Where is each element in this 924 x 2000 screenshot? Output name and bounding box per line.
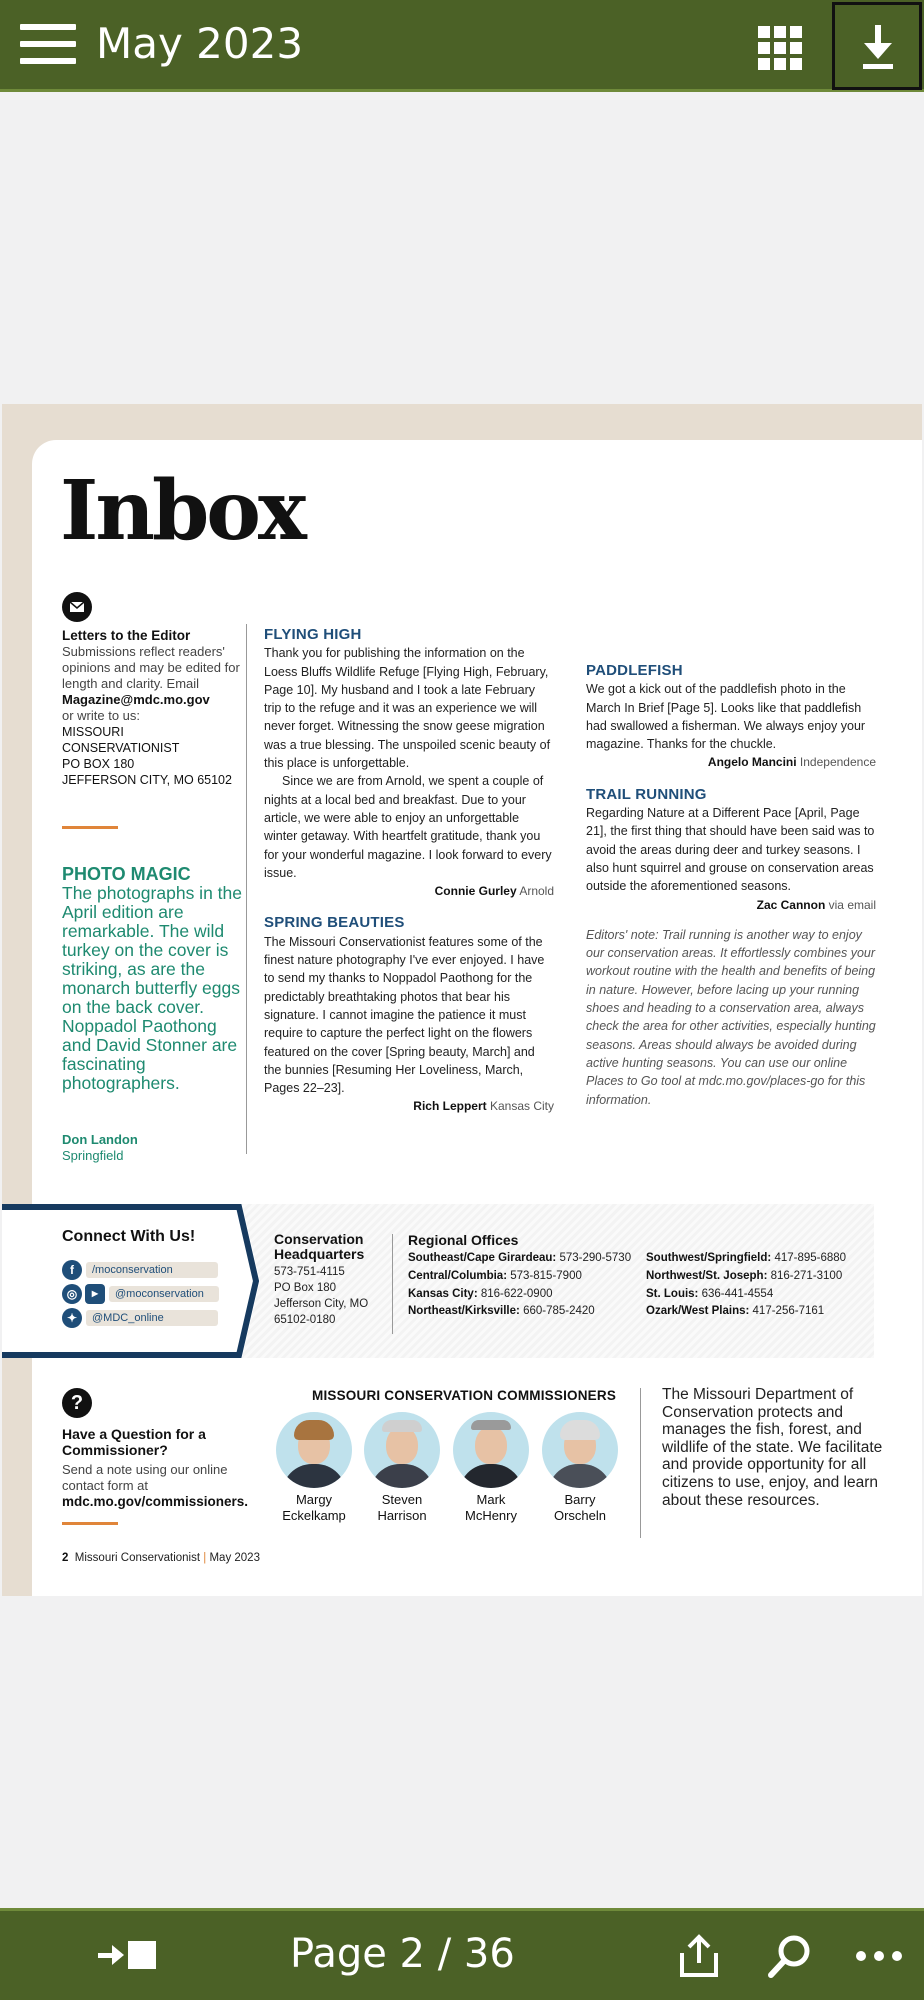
download-icon	[859, 23, 897, 71]
signature-place: Arnold	[519, 884, 554, 899]
office-item: Central/Columbia: 573-815-7900	[408, 1269, 582, 1282]
offices-grid	[408, 1250, 878, 1321]
spring-beauties-heading: SPRING BEAUTIES	[264, 914, 405, 932]
trail-running-signature	[586, 896, 876, 914]
exit-fullscreen-button[interactable]	[96, 1935, 162, 1980]
question-heading: Have a Question for a Commissioner?	[62, 1426, 206, 1458]
twitter-icon: ✦	[62, 1308, 82, 1328]
commissioner-card	[449, 1412, 533, 1524]
page-number: 2	[62, 1552, 69, 1564]
spring-beauties-body: The Missouri Conservationist features some of the finest nature photography I've ever enjoyed. I have to send my thanks to Noppadol Paothong for the predictably breathtaking photos that bear his signature. I cannot imagine the patience it must require to capture the perfect light on the flowers featured on the cover [Spring beauty, March] and the bunnies [Resuming Her Loveliness, March, Pages 22–23].	[264, 934, 545, 1096]
grid-view-icon[interactable]	[758, 26, 802, 70]
photo-magic-body: The photographs in the April edition are remarkable. The wild turkey on the cover is striking, as are the monarch butterfly eggs on the back cover. Noppadol Paothong and David Stonner are fascinating photographers.	[62, 883, 242, 1093]
photo-magic-signature	[62, 1132, 242, 1164]
search-button[interactable]	[766, 1933, 814, 1986]
address-line: MISSOURI	[62, 725, 124, 739]
letters-column-2	[586, 662, 876, 1109]
share-icon	[676, 1933, 722, 1979]
search-icon	[766, 1933, 814, 1981]
divider	[62, 1522, 118, 1525]
paddlefish-heading: PADDLEFISH	[586, 662, 683, 679]
trail-running-body: Regarding Nature at a Different Pace [April, Page 21], the first thing that should have been said was to avoid the areas during deer and turkey seasons. I also hunt squirrel and grouse on conservation areas outside the aforementioned seasons.	[586, 806, 875, 894]
signature-name: Rich Leppert	[413, 1099, 487, 1114]
commissioner-name: Steven Harrison	[377, 1492, 427, 1523]
avatar	[364, 1412, 440, 1488]
facebook-icon: f	[62, 1260, 82, 1280]
signature-place: Kansas City	[489, 1099, 554, 1114]
divider	[62, 826, 118, 829]
commissioner-name: Mark McHenry	[464, 1492, 517, 1523]
address-line: CONSERVATIONIST	[62, 741, 180, 755]
envelope-icon	[62, 592, 92, 622]
signature-name: Angelo Mancini	[707, 755, 797, 770]
question-text: Send a note using our online contact form at	[62, 1462, 228, 1493]
office-item: Southwest/Springfield: 417-895-6880	[646, 1252, 847, 1264]
signature-place: via email	[828, 897, 876, 912]
letters-heading: Letters to the Editor	[62, 628, 191, 643]
column-divider	[640, 1388, 641, 1538]
signature-name: Don Landon	[62, 1132, 138, 1147]
hq-line: Jefferson City, MO	[274, 1298, 369, 1310]
headquarters-heading: Conservation Headquarters	[274, 1231, 365, 1262]
twitter-handle: @MDC_online	[86, 1310, 218, 1326]
office-item: Southeast/Cape Girardeau: 573-290-5730	[408, 1252, 632, 1264]
signature-name: Zac Cannon	[756, 897, 826, 912]
top-toolbar	[0, 0, 924, 92]
commissioner-name: Margy Eckelkamp	[282, 1492, 346, 1523]
youtube-icon: ▶	[85, 1284, 105, 1304]
office-item: Northwest/St. Joseph: 816-271-3100	[646, 1269, 843, 1282]
address-line: JEFFERSON CITY, MO 65102	[62, 773, 232, 787]
commissioners-link[interactable]: mdc.mo.gov/commissioners.	[62, 1494, 249, 1509]
photo-magic-heading: PHOTO MAGIC	[62, 864, 191, 884]
column-divider	[392, 1234, 393, 1334]
facebook-handle: /moconservation	[86, 1262, 218, 1278]
regional-offices-heading: Regional Offices	[408, 1232, 519, 1248]
flying-high-p1: Thank you for publishing the information on the Loess Bluffs Wildlife Refuge [Flying High, February, Page 10]. My husband and I took a late February trip to the refuge and it was an experience we will never forget. Witnessing the snow geese migration was a true blessing. The unspoiled scenic beauty of this place is unforgettable.	[264, 646, 551, 771]
headquarters	[274, 1232, 384, 1328]
download-button[interactable]	[832, 2, 922, 90]
paddlefish-signature	[586, 753, 876, 771]
office-item: St. Louis: 636-441-4554	[646, 1287, 774, 1300]
commissioner-card	[538, 1412, 622, 1524]
menu-icon[interactable]	[20, 24, 76, 68]
avatar	[453, 1412, 529, 1488]
connect-heading: Connect With Us!	[62, 1228, 196, 1245]
flying-high-p2: Since we are from Arnold, we spent a couple of nights at a local bed and breakfast. Due to your article, we were able to enjoy an unforgettable winter getaway. With heartfelt gratitude, thank you for your wonderful magazine. I look forward to every issue.	[264, 774, 552, 880]
letters-column-1	[264, 626, 554, 1116]
commissioner-card	[272, 1412, 356, 1524]
page-footer: 2 Missouri Conservationist | May 2023	[62, 1552, 260, 1564]
address-line: PO BOX 180	[62, 757, 135, 771]
office-item: Northeast/Kirksville: 660-785-2420	[408, 1305, 595, 1318]
question-body	[62, 1462, 272, 1510]
office-item: Kansas City: 816-622-0900	[408, 1287, 553, 1300]
page-title: Inbox	[60, 463, 304, 559]
twitter-link[interactable]	[62, 1308, 218, 1328]
letters-text: Submissions reflect readers' opinions and may be edited for length and clarity. Email	[62, 644, 240, 691]
issue-title: May 2023	[96, 19, 304, 68]
commissioners-heading: MISSOURI CONSERVATION COMMISSIONERS	[312, 1388, 617, 1403]
hq-line: PO Box 180	[274, 1282, 337, 1294]
facebook-link[interactable]	[62, 1260, 218, 1280]
letters-email[interactable]: Magazine@mdc.mo.gov	[62, 692, 210, 707]
instagram-icon: ◎	[62, 1284, 82, 1304]
instagram-youtube-link[interactable]	[62, 1284, 219, 1304]
signature-name: Connie Gurley	[434, 884, 517, 899]
page-indicator: Page 2 / 36	[290, 1931, 515, 1977]
more-button[interactable]	[854, 1949, 904, 1968]
mission-statement: The Missouri Department of Conservation protects and manages the fish, forest, and wildlife of the state. We facilitate and provide opportunity for all citizens to use, enjoy, and learn about these resources.	[662, 1386, 883, 1509]
signature-place: Independence	[799, 755, 876, 770]
flying-high-signature	[264, 882, 554, 900]
commissioner-name: Barry Orscheln	[553, 1492, 607, 1523]
letters-or-write: or write to us:	[62, 708, 141, 723]
trail-running-heading: TRAIL RUNNING	[586, 785, 707, 803]
avatar	[276, 1412, 352, 1488]
magazine-page[interactable]	[2, 404, 922, 1596]
flying-high-heading: FLYING HIGH	[264, 626, 362, 643]
editors-note: Editors' note: Trail running is another way to enjoy our conservation areas. It effortlessly combines your workout routine with the health and benefits of being in nature. However, before lacing up your running shoes and heading to a conservation area, always check the area for other activities, especially hunting seasons. Areas should always be avoided during active hunting seasons. You can use our online Places to Go tool at mdc.mo.gov/places-go for this information.	[586, 927, 876, 1107]
avatar	[542, 1412, 618, 1488]
office-item: Ozark/West Plains: 417-256-7161	[646, 1305, 825, 1318]
regional-offices	[408, 1232, 878, 1321]
letters-info	[62, 644, 242, 788]
hq-line: 573-751-4115	[274, 1266, 345, 1278]
column-divider	[246, 624, 247, 1154]
signature-place: Springfield	[62, 1148, 124, 1163]
instagram-handle: @moconservation	[109, 1286, 219, 1302]
spring-beauties-signature	[264, 1097, 554, 1115]
bottom-toolbar	[0, 1908, 924, 2000]
publication-name: Missouri Conservationist	[74, 1552, 201, 1564]
headquarters-address	[274, 1264, 384, 1328]
more-icon	[854, 1949, 904, 1963]
share-button[interactable]	[676, 1933, 722, 1984]
commissioner-card	[360, 1412, 444, 1524]
footer-issue: May 2023	[209, 1552, 260, 1564]
arrow-to-square-icon	[96, 1935, 162, 1975]
question-icon: ?	[62, 1388, 92, 1418]
paddlefish-body: We got a kick out of the paddlefish photo in the March In Brief [Page 5]. Looks like that paddlefish had swallowed a fisherman. We always enjoy your magazine. Thanks for the chuckle.	[586, 682, 866, 752]
hq-line: 65102-0180	[274, 1314, 336, 1326]
